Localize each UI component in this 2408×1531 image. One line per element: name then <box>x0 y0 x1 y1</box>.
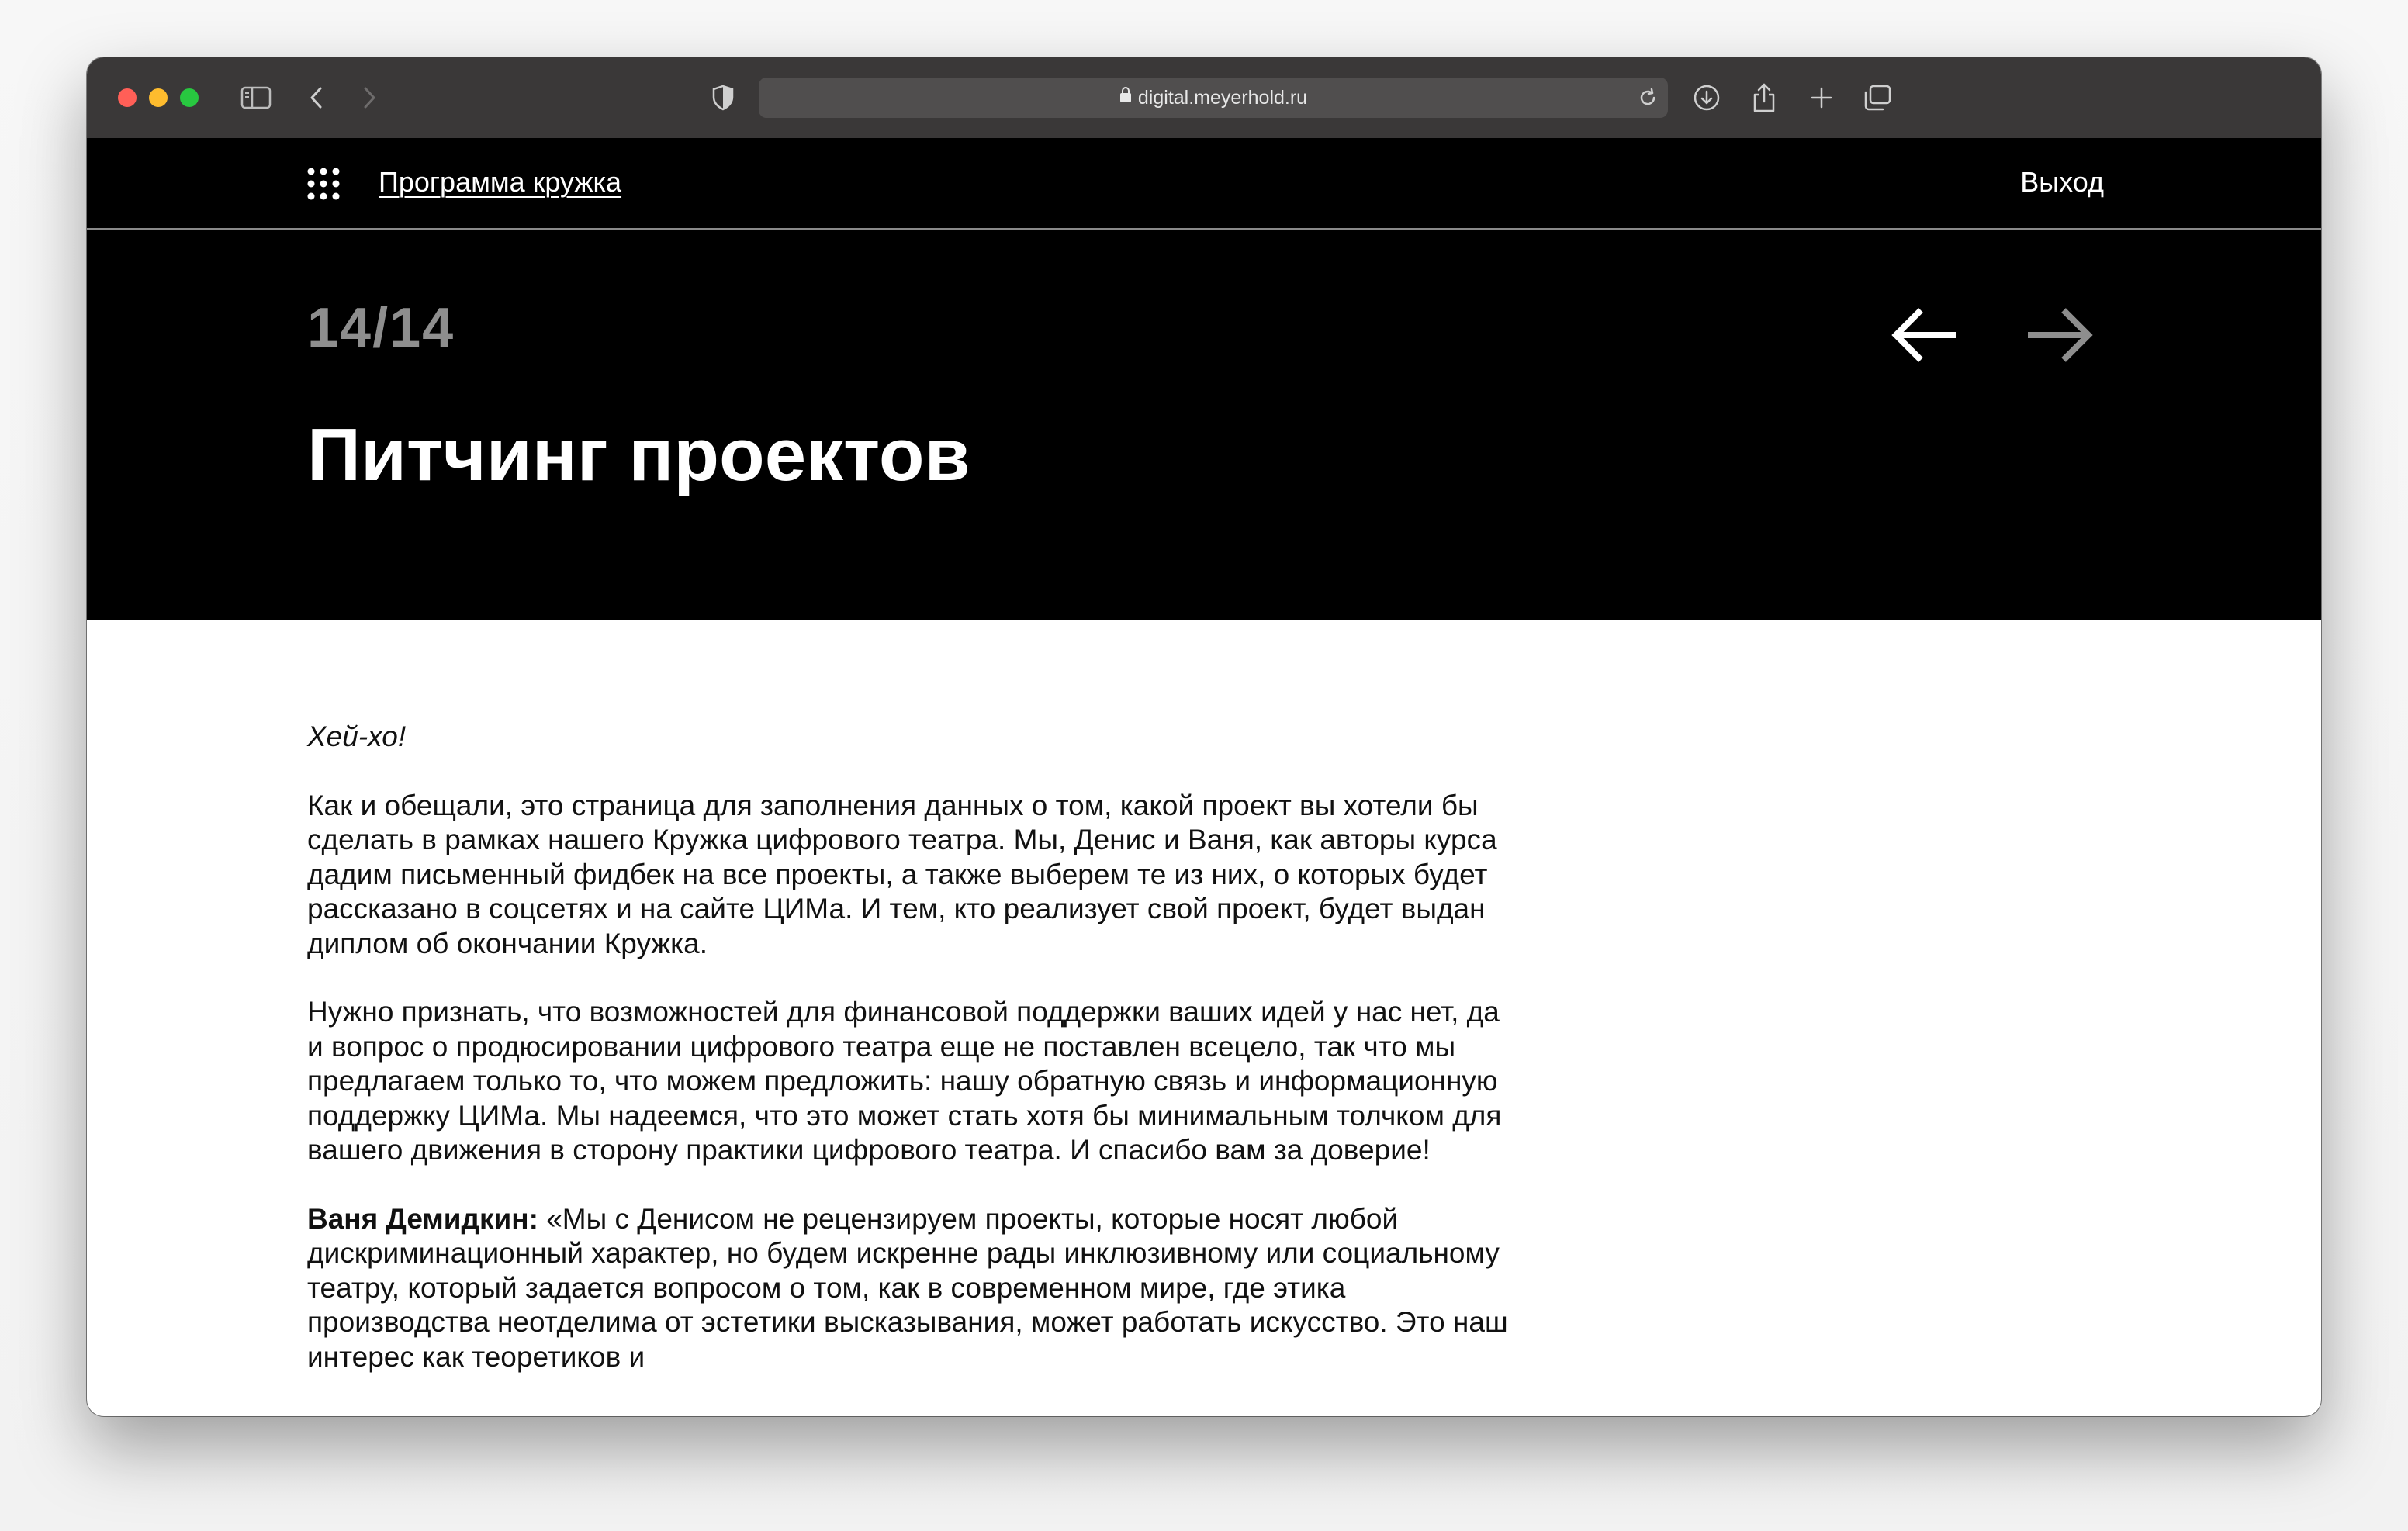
prev-lesson-button[interactable] <box>1887 296 1964 374</box>
quote-text: «Мы с Денисом не рецензируем проекты, которые носят любой дискриминационный характер, но будем искренне рады инклюзивному или социальному театру, который задается вопросом о том, как в современном мире, где этика производства неотделима от эстетики высказывания, может работать искусство. Это наш интерес как теоретиков и <box>307 1202 1508 1373</box>
back-icon[interactable] <box>298 79 335 116</box>
paragraph-2: Нужно признать, что возможностей для финансовой поддержки ваших идей у нас нет, да и вопрос о продюсировании цифрового театра еще не поставлен всецело, так что мы предлагаем только то, что можем предложить: нашу обратную связь и информационную поддержку ЦИМа. Мы надеемся, что это может стать хотя бы минимальным толчком для вашего движения в сторону практики цифрового театра. И спасибо вам за доверие! <box>307 996 1502 1166</box>
quote-speaker: Ваня Демидкин: <box>307 1202 538 1235</box>
lock-icon <box>1119 77 1132 117</box>
reload-icon[interactable] <box>1635 85 1660 110</box>
tab-overview-icon[interactable] <box>1859 79 1896 116</box>
browser-toolbar <box>87 57 2321 139</box>
greeting-text: Хей-хо! <box>307 721 407 752</box>
lesson-hero <box>87 230 2321 620</box>
sidebar-toggle-icon[interactable] <box>237 79 275 116</box>
logout-link[interactable]: Выход <box>2020 166 2104 198</box>
new-tab-icon[interactable] <box>1803 79 1840 116</box>
program-link[interactable]: Программа кружка <box>379 166 622 198</box>
arrow-right-icon <box>2023 304 2095 366</box>
browser-window <box>87 57 2321 1416</box>
privacy-shield-icon[interactable] <box>704 79 742 116</box>
arrow-left-icon <box>1890 304 1961 366</box>
zoom-window-button[interactable] <box>180 88 199 107</box>
close-window-button[interactable] <box>118 88 137 107</box>
page-title: Питчинг проектов <box>307 413 970 496</box>
forward-icon[interactable] <box>351 79 388 116</box>
site-header <box>87 138 2321 230</box>
quote-paragraph <box>307 1202 1517 1375</box>
lesson-content <box>307 720 1517 1408</box>
minimize-window-button[interactable] <box>149 88 168 107</box>
paragraph-1: Как и обещали, это страница для заполнения данных о том, какой проект вы хотели бы сделать в рамках нашего Кружка цифрового театра. Мы, Денис и Ваня, как авторы курса дадим письменный фидбек на все проекты, а также выберем те из них, о которых будет рассказано в соцсетях и на сайте ЦИМа. И тем, кто реализует свой проект, будет выдан диплом об окончании Кружка. <box>307 789 1497 959</box>
download-icon[interactable] <box>1688 79 1725 116</box>
apps-grid-icon[interactable] <box>307 168 340 200</box>
next-lesson-button[interactable] <box>2020 296 2098 374</box>
address-bar[interactable] <box>759 78 1668 118</box>
lesson-counter: 14/14 <box>307 297 455 359</box>
address-url: digital.meyerhold.ru <box>1137 87 1308 109</box>
share-icon[interactable] <box>1745 79 1783 116</box>
